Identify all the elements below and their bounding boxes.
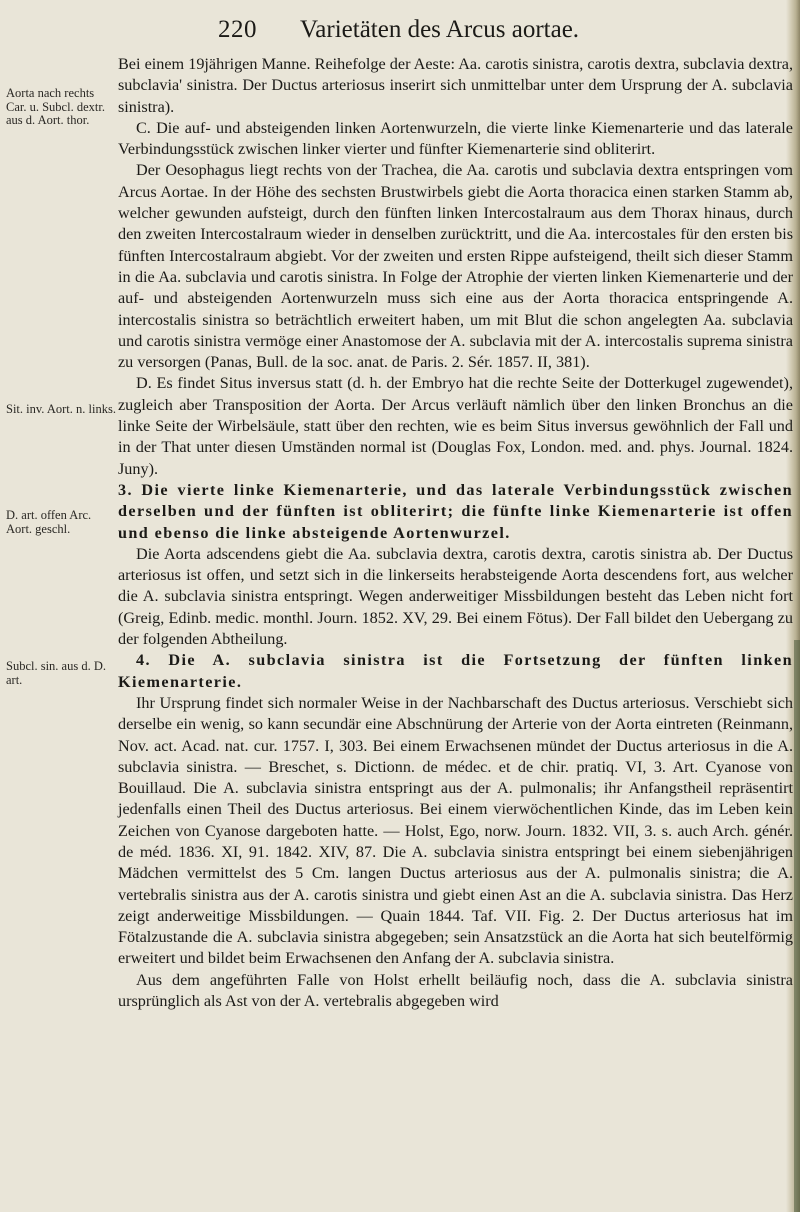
paragraph: Die Aorta adscendens giebt die Aa. subclavia dextra, carotis dextra, carotis sinistra ab. Der Ductus arteriosus ist offen, und setzt sich in die linkerseits herabsteigende Aorta descendens fort, aus welcher die A. subclavia sinistra entspringt. Wegen anderweitiger Missbildungen besteht das Leben nicht fort (Greig, Edinb. medic. monthl. Journ. 1852. XV, 29. Bei einem Fötus). Der Fall bildet den Uebergang zu der folgenden Abtheilung. <box>118 544 793 649</box>
page-header <box>0 12 800 52</box>
body-text <box>118 54 793 1012</box>
section-heading-paragraph: 3. Die vierte linke Kiemenarterie, und das laterale Verbindungsstück zwischen derselben und der fünften ist obliterirt; die fünfte linke Kiemenarterie ist offen und ebenso die linke absteigende Aortenwurzel. <box>118 480 793 542</box>
paragraph: D. Es findet Situs inversus statt (d. h. der Embryo hat die rechte Seite der Dotterkugel zugewendet), zugleich aber Transposition der Aorta. Der Arcus verläuft nämlich über den linken Bronchus an die linke Seite der Wirbelsäule, statt über den rechten, wie es beim Situs inversus gewöhnlich der Fall und in der That unter diesen Umständen normal ist (Douglas Fox, London. med. and. phys. Journal. 1824. Juny). <box>118 374 793 478</box>
margin-note: Sit. inv. Aort. n. links. <box>6 402 116 416</box>
margin-note: Subcl. sin. aus d. D. art. <box>6 659 106 687</box>
paragraph: C. Die auf- und absteigenden linken Aortenwurzeln, die vierte linke Kiemenarterie und das laterale Verbindungsstück zwischen linker vierter und fünfter Kiemenarterie sind obliterirt. <box>118 118 793 159</box>
paragraph: Ihr Ursprung findet sich normaler Weise in der Nachbarschaft des Ductus arteriosus. Verschiebt sich derselbe ein wenig, so kann secundär eine Abschnürung der Arterie von der Aorta eintreten (Reinmann, Nov. act. Acad. nat. cur. 1757. I, 303. Bei einem Erwachsenen mündet der Ductus arteriosus in die A. subclavia sinistra. — Breschet, s. Dictionn. de médec. et de chir. pratiq. VI, 3. Art. Cyanose von Bouillaud. Die A. subclavia sinistra entspringt aus der A. pulmonalis; ihr Anfangstheil repräsentirt jedenfalls einen Theil des Ductus arteriosus. Bei einem vierwöchentlichen Kinde, das im Leben kein Zeichen von Cyanose dargeboten hatte. — Holst, Ego, norw. Journ. 1832. VII, 3. s. auch Arch. génér. de méd. 1836. XI, 91. 1842. XIV, 87. Die A. subclavia sinistra entspringt bei einem siebenjährigen Mädchen vermittelst des 5 Cm. langen Ductus arteriosus aus der A. pulmonalis sinistra; die A. vertebralis sinistra aus der A. carotis sinistra und giebt einen Ast an die A. subclavia sinistra. Das Herz zeigt anderweitige Missbildungen. — Quain 1844. Taf. VII. Fig. 2. Der Ductus arteriosus hat im Fötalzustande die A. subclavia sinistra abgegeben; sein Ansatzstück an die Aorta hat sich beutelförmig erweitert und bildet beim Erwachsenen den Anfang der A. subclavia sinistra. <box>118 693 793 968</box>
page-edge-binding <box>794 640 800 1212</box>
page-number: 220 <box>218 16 257 43</box>
running-title: Varietäten des Arcus aortae. <box>300 16 580 43</box>
paragraph: Aus dem angeführten Falle von Holst erhellt beiläufig noch, dass die A. subclavia sinistra ursprünglich als Ast von der A. vertebralis abgegeben wird <box>118 970 793 1011</box>
paragraph: Der Oesophagus liegt rechts von der Trachea, die Aa. carotis und subclavia dextra entspringen vom Arcus Aortae. In der Höhe des sechsten Brustwirbels giebt die Aorta thoracica einen starken Stamm ab, welcher gewunden aufsteigt, durch den fünften linken Intercostalraum aus dem Thorax hinaus, durch den zweiten Intercostalraum wieder in denselben zurücktritt, und die Aa. intercostales für den ersten bis fünften Intercostalraum abgiebt. Vor der zweiten und ersten Rippe aufsteigend, theilt sich dieser Stamm in die Aa. subclavia und carotis sinistra. In Folge der Atrophie der vierten linken Kiemenarterie und der auf- und absteigenden Aortenwurzeln muss sich eine aus der Aorta thoracica entspringende A. intercostalis sinistra so beträchtlich erweitert haben, um mit Blut die schon angelegten Aa. subclavia und carotis sinistra vermöge einer Anastomose der A. subclavia mit der A. intercostalis suprema sinistra zu versorgen (Panas, Bull. de la soc. anat. de Paris. 2. Sér. 1857. II, 381). <box>118 161 793 372</box>
margin-note: D. art. offen Arc. Aort. geschl. <box>6 508 92 536</box>
paragraph: Bei einem 19jährigen Manne. Reihefolge der Aeste: Aa. carotis sinistra, carotis dextra, subclavia dextra, subclavia' sinistra. Der Ductus arteriosus inserirt sich unmittelbar unter dem Ursprung der A. subclavia sinistra). <box>118 55 793 116</box>
section-heading-paragraph: 4. Die A. subclavia sinistra ist die Fortsetzung der fünften linken Kiemenarterie. <box>118 651 793 691</box>
margin-note: Aorta nach rechts Car. u. Subcl. dextr. aus d. Aort. thor. <box>6 86 105 127</box>
